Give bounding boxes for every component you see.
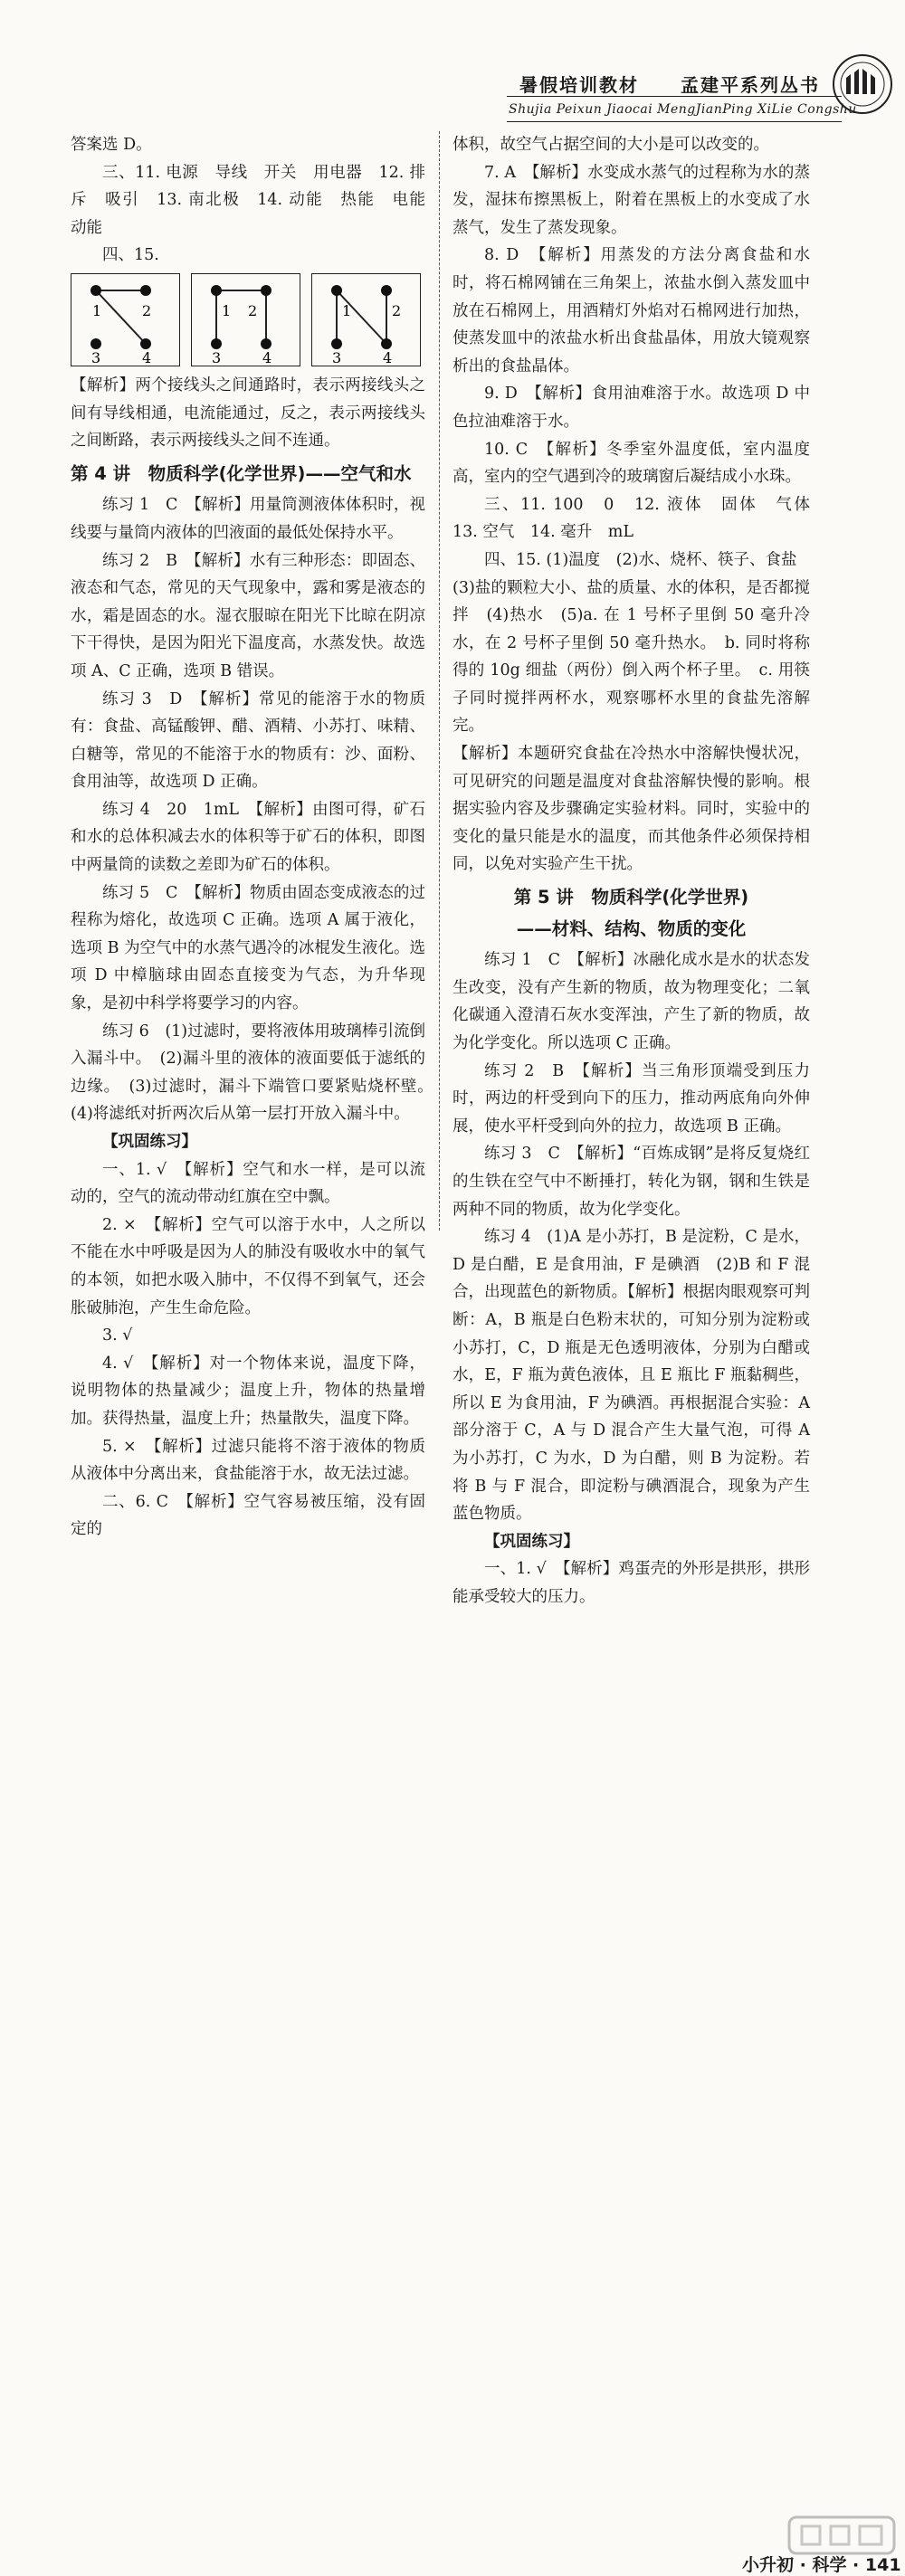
- consolidation-1: 一、1. √ 【解析】空气和水一样，是可以流动的，空气的流动带动红旗在空中飘。: [71, 1160, 425, 1207]
- answer-section-3: 三、11. 100 0 12. 液体 固体 气体 13. 空气 14. 毫升 mL: [452, 495, 826, 542]
- terminal-label: 2: [248, 301, 258, 319]
- terminal-label: 4: [383, 348, 393, 366]
- consolidation-6: 二、6. C 【解析】空气容易被压缩，没有固定的: [71, 1492, 425, 1539]
- consolidation-3: 3. √: [102, 1326, 133, 1345]
- watermark-icon: [786, 2512, 898, 2557]
- terminal-label: 3: [332, 348, 342, 366]
- consolidation-4: 4. √ 【解析】对一个物体来说，温度下降，说明物体的热量减少；温度上升，物体的热量增加。获得热量，温度上升；热量散失，温度下降。: [71, 1354, 425, 1428]
- lecture-4-heading: 第 4 讲 物质科学(化学世界)——空气和水: [71, 462, 412, 484]
- answer-section-4: 四、15.: [102, 246, 159, 265]
- answer-section-3: 三、11. 电源 导线 开关 用电器 12. 排斥 吸引 13. 南北极 14. 动能 热能 电能 动能: [71, 163, 442, 237]
- terminal-label: 2: [392, 301, 402, 319]
- terminal-label: 1: [92, 301, 102, 319]
- exercise-3: 练习 3 D 【解析】常见的能溶于水的物质有：食盐、高锰酸钾、醋、酒精、小苏打、味精、白糖等，常见的不能溶于水的物质有：沙、面粉、食用油等，故选项 D 正确。: [71, 689, 425, 792]
- consolidation-heading: 【巩固练习】: [102, 1133, 197, 1151]
- column-divider: [439, 131, 440, 1231]
- exercise-1: 练习 1 C 【解析】冰融化成水是水的状态发生改变，没有产生新的物质，故为物理变化；二氧化碳通入澄清石灰水变浑浊，产生了新的物质，故为化学变化。所以选项 C 正确。: [452, 951, 810, 1052]
- circuit-diagram-3: [311, 273, 421, 366]
- answer-8: 8. D 【解析】用蒸发的方法分离食盐和水时，将石棉网铺在三角架上，浓盐水倒入蒸发皿中放在石棉网上，用酒精灯外焰对石棉网进行加热，使蒸发皿中的浓盐水析出食盐晶体，用放大镜观察析出的食盐晶体。: [452, 246, 810, 375]
- answer-7: 7. A 【解析】水变成水蒸气的过程称为水的蒸发，湿抹布擦黑板上，附着在黑板上的水变成了水蒸气，发生了蒸发现象。: [452, 163, 810, 237]
- terminal-label: 3: [212, 348, 222, 366]
- exercise-2: 练习 2 B 【解析】水有三种形态：即固态、液态和气态，常见的天气现象中，露和雾是液态的水，霜是固态的水。湿衣服晾在阳光下比晾在阴凉下干得快，是因为阳光下温度高，水蒸发快。故选项 A、C 正确，选项 B 错误。: [71, 551, 425, 680]
- series-title: 孟建平系列丛书: [681, 74, 820, 96]
- answer-continuation: 答案选 D。: [71, 136, 152, 154]
- analysis-paragraph: 【解析】两个接线头之间通路时，表示两接线头之间有导线相通，电流能通过，反之，表示两接线头之间断路，表示两接线头之间不连通。: [71, 375, 425, 451]
- terminal-label: 1: [222, 301, 232, 319]
- exercise-4: 练习 4 20 1mL 【解析】由图可得，矿石和水的总体积减去水的体积等于矿石的体积，即图中两量筒的读数之差即为矿石的体积。: [71, 800, 425, 875]
- header-rule-bottom: [507, 121, 842, 122]
- lecture-5-subheading: ——材料、结构、物质的变化: [516, 917, 747, 939]
- answer-9: 9. D 【解析】食用油难溶于水。故选项 D 中色拉油难溶于水。: [452, 385, 810, 431]
- footer-page-label: 小升初 · 科学 · 141: [742, 2555, 901, 2575]
- exercise-6: 练习 6 (1)过滤时，要将液体用玻璃棒引流倒入漏斗中。 (2)漏斗里的液体的液面要低于滤纸的边缘。 (3)过滤时，漏斗下端管口要紧贴烧杯壁。 (4)将滤纸对折两次后从第一层打开放入漏斗中。: [71, 1022, 442, 1124]
- book-title: 暑假培训教材: [519, 74, 639, 96]
- consolidation-2: 2. × 【解析】空气可以溶于水中，人之所以不能在水中呼吸是因为人的肺没有吸收水中的氧气的本领，如把水吸入肺中，不仅得不到氧气，还会胀破肺泡，产生生命危险。: [71, 1215, 425, 1317]
- terminal-label: 4: [262, 348, 272, 366]
- answer-10: 10. C 【解析】冬季室外温度低，室内温度高，室内的空气遇到冷的玻璃窗后凝结成小水珠。: [452, 440, 810, 487]
- answer-15-part-a: 四、15. (1)温度 (2)水、烧杯、筷子、食盐: [484, 550, 797, 569]
- answer-continuation: 体积，故空气占据空间的大小是可以改变的。: [452, 136, 769, 154]
- page-header: [0, 0, 905, 127]
- circuit-diagrams: [71, 273, 425, 366]
- right-column: [452, 131, 826, 1611]
- exercise-3: 练习 3 C 【解析】“百炼成钢”是将反复烧红的生铁在空气中不断捶打，转化为钢，钢和生铁是两种不同的物质，故为化学变化。: [452, 1145, 810, 1219]
- publisher-logo-icon: [831, 52, 894, 116]
- circuit-diagram-1: [71, 273, 180, 366]
- lecture-5-heading: 第 5 讲 物质科学(化学世界): [513, 887, 749, 908]
- consolidation-1: 一、1. √ 【解析】鸡蛋壳的外形是拱形，拱形能承受较大的压力。: [452, 1560, 810, 1606]
- terminal-label: 1: [342, 301, 352, 319]
- exercise-5: 练习 5 C 【解析】物质由固态变成液态的过程称为熔化，故选项 C 正确。选项 A 属于液化，选项 B 为空气中的水蒸气遇冷的冰棍发生液化。选项 D 中樟脑球由固态直接变为气态，为升华现象，是初中科学将要学习的内容。: [71, 883, 425, 1013]
- terminal-label: 4: [142, 348, 152, 366]
- header-rule: [507, 96, 842, 97]
- consolidation-heading: 【巩固练习】: [484, 1532, 579, 1551]
- terminal-label: 2: [142, 301, 152, 319]
- consolidation-5: 5. × 【解析】过滤只能将不溶于液体的物质从液体中分离出来，食盐能溶于水，故无法过滤。: [71, 1437, 425, 1484]
- exercise-4: 练习 4 (1)A 是小苏打，B 是淀粉，C 是水，D 是白醋，E 是食用油，F 是碘酒 (2)B 和 F 混合，出现蓝色的新物质。【解析】根据肉眼观察可判断：A，B 瓶是白色粉末状的，可知分别为淀粉或小苏打，C，D 瓶是无色透明液体，分别为白醋或水，E，F 瓶为黄色液体，且 E 瓶比 F 瓶黏稠些，所以 E 为食用油，F 为碘酒。再根据混合实验：A 部分溶于 C，A 与 D 混合产生大量气泡，可得 A 为小苏打，C 为水，D 为白醋，则 B 为淀粉。若将 B 与 F 混合，即淀粉与碘酒混合，现象为产生蓝色物质。: [452, 1228, 810, 1524]
- exercise-2: 练习 2 B 【解析】当三角形顶端受到压力时，两边的杆受到向下的压力，推动两底角向外伸展，使水平杆受到向外的拉力，故选项 B 正确。: [452, 1061, 810, 1136]
- answer-15-part-b: (3)盐的颗粒大小、盐的质量、水的体积，是否都搅拌 (4)热水 (5)a. 在 1 号杯子里倒 50 毫升冷水，在 2 号杯子里倒 50 毫升热水。 b. 同时将称得的 10g 细盐（两份）倒入两个杯子里。 c. 用筷子同时搅拌两杯水，观察哪杯水里的食盐先溶解完。: [452, 578, 810, 736]
- circuit-diagram-2: [191, 273, 300, 366]
- answer-15-analysis: 【解析】本题研究食盐在冷热水中溶解快慢状况，可见研究的问题是温度对食盐溶解快慢的影响。根据实验内容及步骤确定实验材料。同时，实验中的变化的量只能是水的温度，而其他条件必须保持相同，以免对实验产生干扰。: [452, 745, 810, 874]
- exercise-1: 练习 1 C 【解析】用量筒测液体体积时，视线要与量筒内液体的凹液面的最低处保持水平。: [71, 496, 425, 542]
- series-pinyin: Shujia Peixun Jiaocai MengJianPing XiLie Congshu: [509, 102, 857, 117]
- terminal-label: 3: [91, 348, 101, 366]
